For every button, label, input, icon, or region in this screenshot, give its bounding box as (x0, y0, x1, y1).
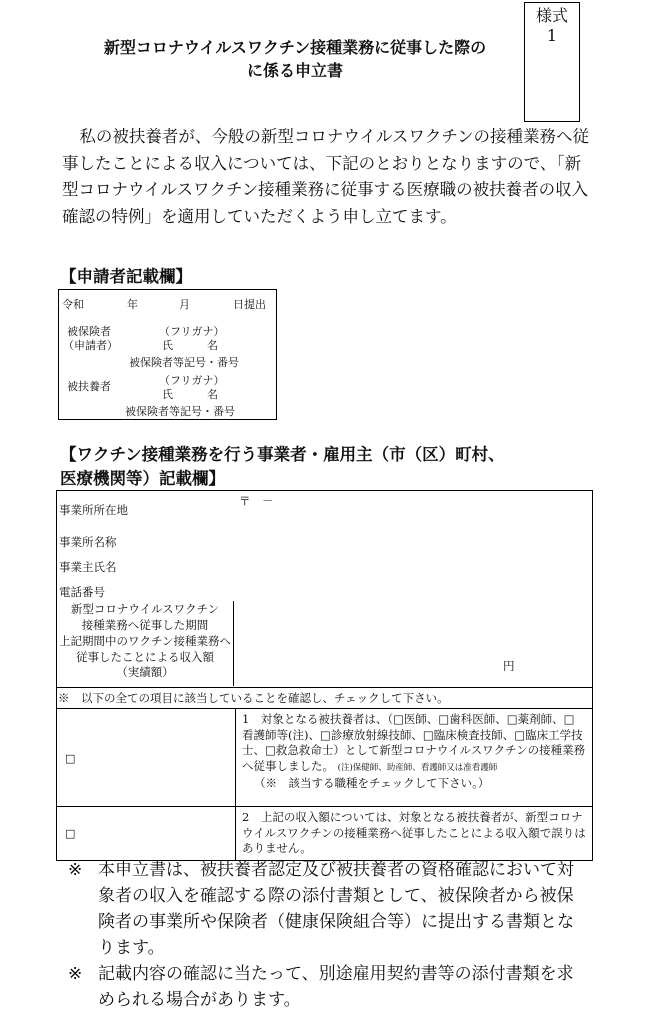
item-1-sub: （※ 該当する職種をチェックして下さい。） (254, 776, 490, 790)
dependent-name-label-a: 氏 (162, 388, 173, 401)
insured-label: 被保険者 (67, 325, 111, 338)
yen-label: 円 (503, 659, 515, 673)
item-2-text: 2 上記の収入額については、対象となる被扶養者が、新型コロナウイルスワクチンの接種業務へ従事したことによる収入額で誤りはありません。 (242, 810, 586, 855)
address-label: 事業所所在地 (59, 503, 128, 517)
employer-heading-line-1: 【ワクチン接種業務を行う事業者・雇用主（市（区）町村、 (60, 445, 505, 464)
income-label-line-3: （実績額） (116, 665, 174, 679)
income-label-line-1: 上記期間中のワクチン接種業務へ (59, 634, 231, 648)
checkbox-1[interactable]: □ (65, 751, 76, 765)
era-label: 令和 (62, 298, 84, 311)
employer-heading-line-2: 医療機関等）記載欄】 (60, 469, 225, 488)
form-number-box (524, 2, 580, 122)
intro-text: 私の被扶養者が、今般の新型コロナウイルスワクチンの接種業務へ従事したことによる収入については、下記のとおりとなりますので、「新型コロナウイルスワクチン接種業務に従事する医療職の被扶養者の収入確認の特例」を適用していただくよう申し立てます。 (62, 127, 589, 226)
check-cell-2[interactable] (57, 807, 236, 861)
note-1-mark: ※ (68, 860, 83, 880)
income-label-line-2: 従事したことによる収入額 (76, 649, 214, 664)
applicant-section-heading: 【申請者記載欄】 (60, 267, 192, 286)
insured-number-label: 被保険者等記号・番号 (129, 356, 239, 369)
item-1-cell (236, 709, 593, 807)
dependent-number-label: 被保険者等記号・番号 (125, 405, 235, 418)
period-label (59, 602, 231, 633)
dependent-name-label-b: 名 (207, 388, 218, 401)
employer-info-cell (57, 491, 593, 688)
month-label: 月 (179, 298, 190, 311)
notes-section (68, 857, 588, 1013)
item-1-note: (注)保健師、助産師、看護師又は准看護師 (337, 762, 498, 773)
period-label-line-2: 接種業務へ従事した期間 (81, 617, 209, 632)
period-label-line-1: 新型コロナウイルスワクチン (70, 602, 220, 616)
note-2-text: 記載内容の確認に当たって、別途雇用契約書等の添付書類を求められる場合があります。 (98, 964, 574, 1010)
insured-furigana-label: （フリガナ） (159, 325, 225, 338)
note-1 (68, 857, 588, 961)
dependent-furigana-label: （フリガナ） (159, 374, 225, 387)
checkbox-2[interactable]: □ (65, 827, 76, 841)
year-label: 年 (127, 298, 138, 311)
owner-name-label: 事業主氏名 (59, 560, 117, 574)
form-label: 様式 (535, 6, 568, 25)
day-submitted-label: 日提出 (233, 298, 266, 311)
income-label (59, 634, 231, 681)
insured-name-label-b: 名 (207, 339, 218, 352)
document-title (40, 36, 550, 82)
insured-sub-label: （申請者） (63, 339, 118, 352)
phone-label: 電話番号 (59, 585, 105, 599)
office-name-label: 事業所名称 (59, 535, 117, 549)
note-2-mark: ※ (68, 964, 83, 984)
item-2-cell (236, 807, 593, 861)
label-divider (233, 601, 234, 686)
insured-name-label-a: 氏 (162, 339, 173, 352)
note-1-text: 本申立書は、被扶養者認定及び被扶養者の資格確認において対象者の収入を確認する際の添付書類として、被保険者から被保険者の事業所や保険者（健康保険組合等）に提出する書類となります。 (98, 860, 574, 958)
item-1-text: 1 対象となる被扶養者は、（□医師、□歯科医師、□薬剤師、□看護師等(注)、□診療放射線技師、□臨床検査技師、□臨床工学技士、□救急救命士）として新型コロナウイルスワクチンの接種業務へ従事しました。 (242, 712, 586, 773)
confirm-note: ※ 以下の全ての項目に該当していることを確認し、チェックして下さい。 (58, 691, 449, 705)
employer-section-heading (60, 443, 505, 491)
form-number: 1 (546, 26, 558, 45)
title-line-2: に係る申立書 (246, 61, 343, 80)
dependent-label: 被扶養者 (67, 380, 111, 393)
employer-table (56, 490, 593, 861)
check-cell-1[interactable] (57, 709, 236, 807)
title-line-1: 新型コロナウイルスワクチン接種業務に従事した際の (103, 38, 487, 57)
postal-mark: 〒 － (239, 494, 274, 508)
confirm-note-cell (57, 688, 593, 709)
applicant-box (58, 289, 277, 420)
note-2 (68, 961, 588, 1013)
intro-paragraph (62, 124, 592, 230)
